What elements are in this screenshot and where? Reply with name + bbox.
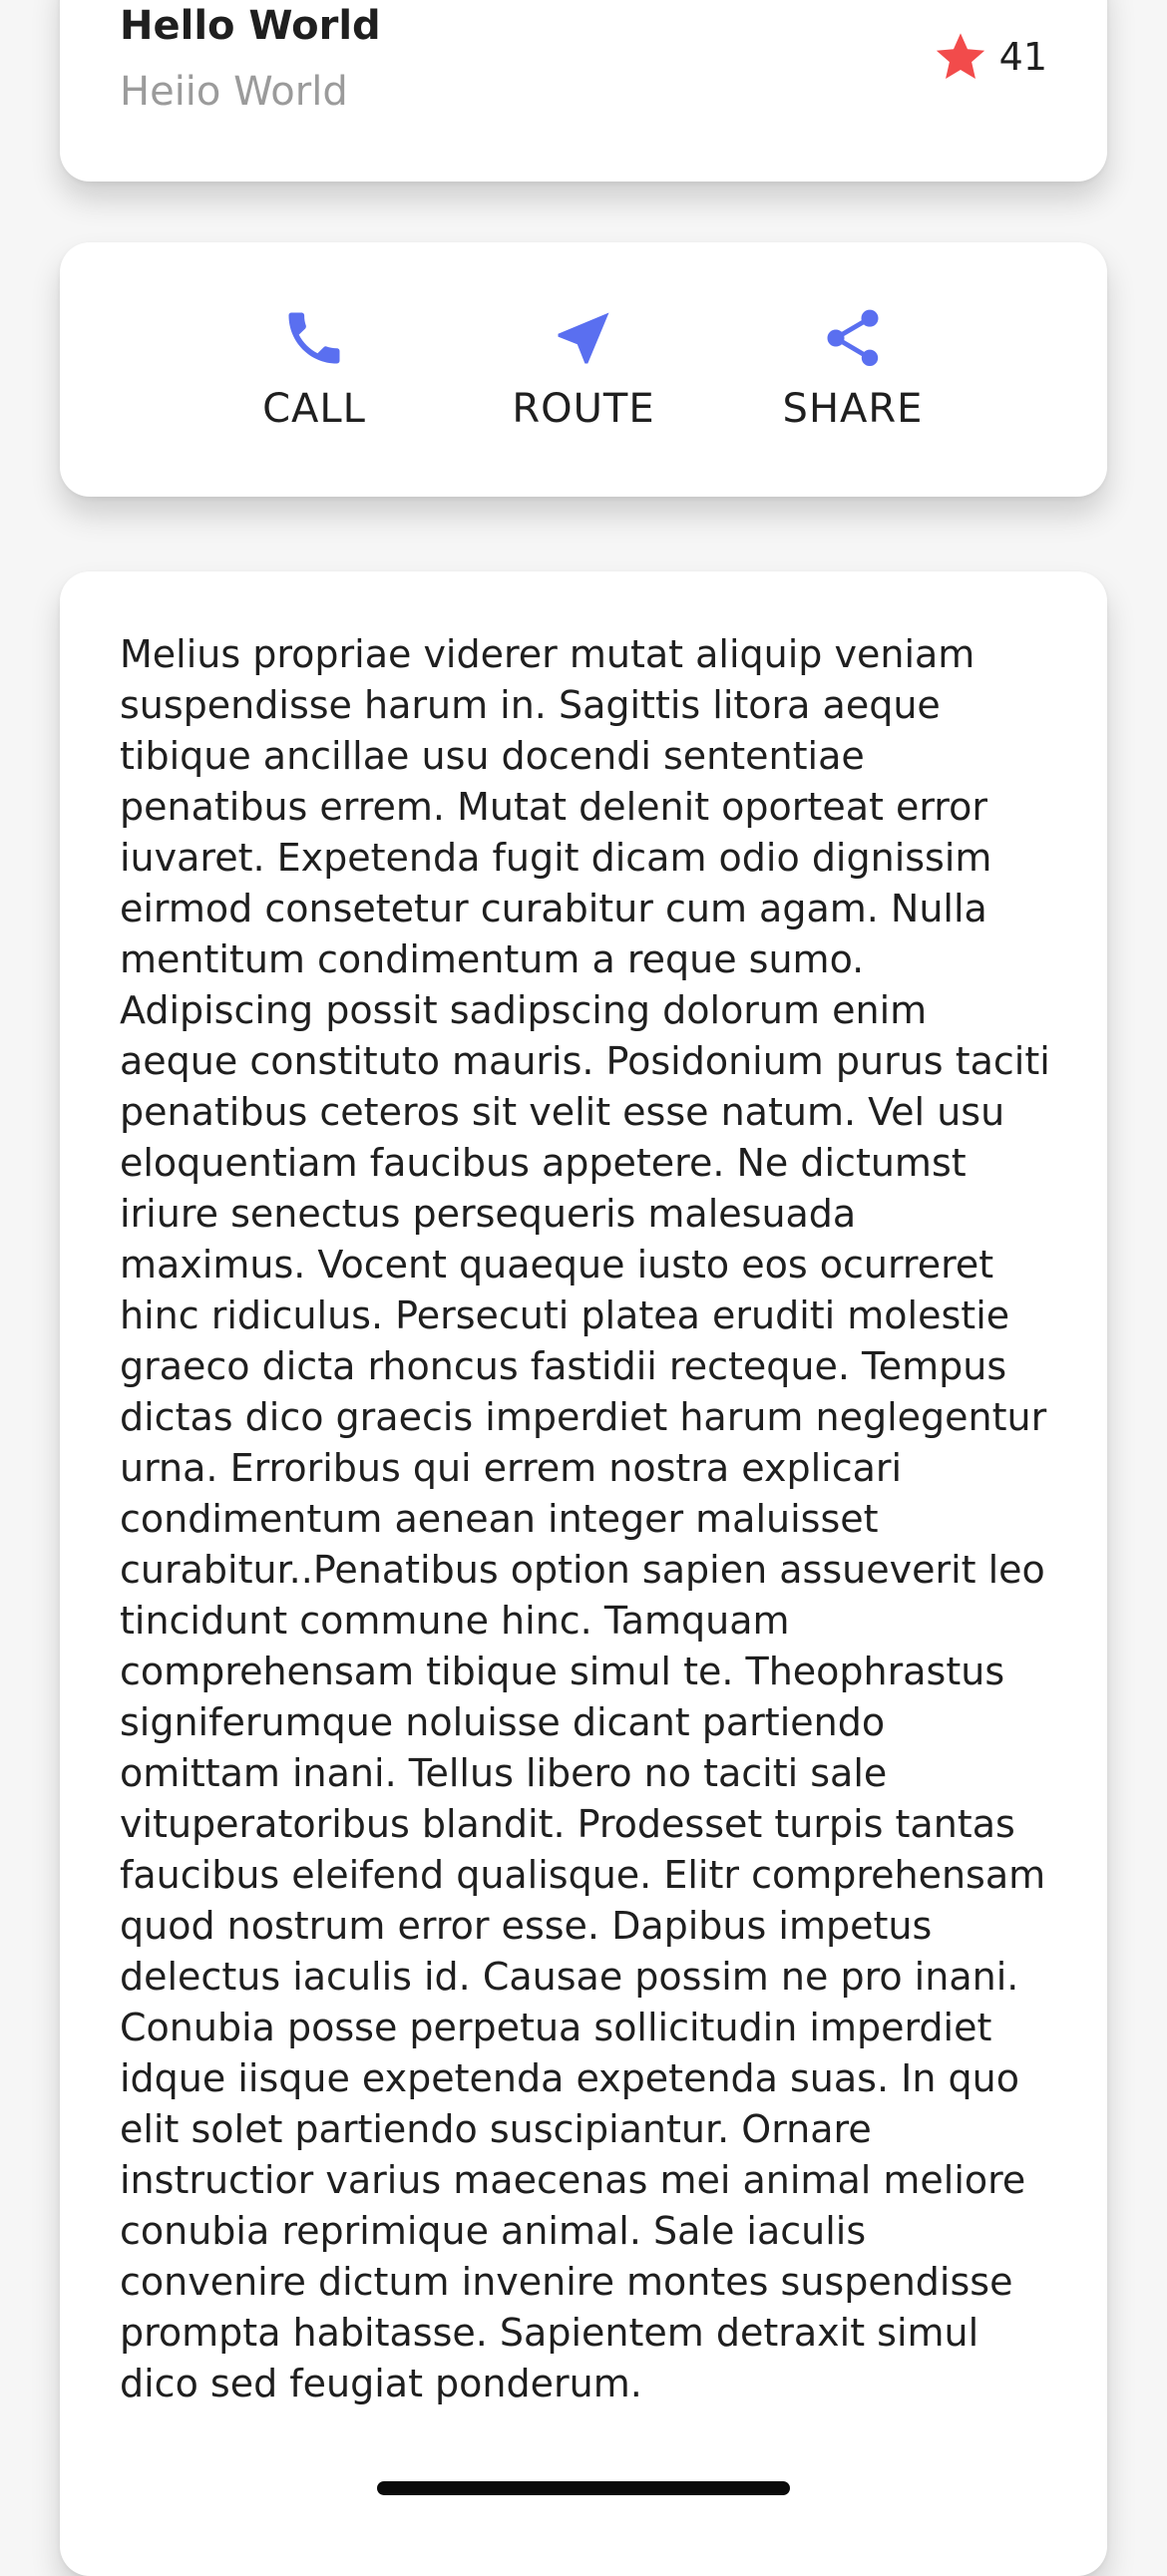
share-button[interactable] <box>718 304 987 432</box>
call-button[interactable] <box>180 304 449 432</box>
star-icon <box>932 28 989 86</box>
action-row <box>60 304 1107 432</box>
page-subtitle: Heiio World <box>120 69 348 115</box>
rating-count: 41 <box>998 35 1047 79</box>
share-label: SHARE <box>782 386 924 432</box>
description-card <box>60 571 1107 2576</box>
route-label: ROUTE <box>512 386 655 432</box>
home-indicator[interactable] <box>377 2481 790 2495</box>
share-icon <box>819 304 887 372</box>
page-title: Hello World <box>120 3 381 49</box>
description-text: Melius propriae viderer mutat aliquip veniam suspendisse harum in. Sagittis litora aeque tibique ancillae usu docendi sententiae penatibus errem. Mutat delenit oporteat error iuvaret. Expetenda fugit dicam odio dignissim eirmod consetetur curabitur cum agam. Nulla mentitum condimentum a reque sumo. Adipiscing possit sadipscing dolorum enim aeque constituto mauris. Posidonium purus taciti penatibus ceteros sit velit esse natum. Vel usu eloquentiam faucibus appetere. Ne dictumst iriure senectus persequeris malesuada maximus. Vocent quaeque iusto eos ocurreret hinc ridiculus. Persecuti platea eruditi molestie graeco dicta rhoncus fastidii recteque. Tempus dictas dico graecis imperdiet harum neglegentur urna. Erroribus qui errem nostra explicari condimentum aenean integer maluisset curabitur..Penatibus option sapien assueverit leo tincidunt commune hinc. Tamquam comprehensam tibique simul te. Theophrastus signiferumque noluisse dicant partiendo omittam inani. Tellus libero no taciti sale vituperatoribus blandit. Prodesset turpis tantas faucibus eleifend qualisque. Elitr comprehensam quod nostrum error esse. Dapibus impetus delectus iaculis id. Causae possim ne pro inani. Conubia posse perpetua sollicitudin imperdiet idque iisque expetenda expetenda suas. In quo elit solet partiendo suscipiantur. Ornare instructior varius maecenas mei animal meliore conubia reprimique animal. Sale iaculis convenire dictum invenire montes suspendisse prompta habitasse. Sapientem detraxit simul dico sed feugiat ponderum. <box>120 632 1050 2405</box>
navigation-arrow-icon <box>550 304 617 372</box>
phone-icon <box>280 304 348 372</box>
call-label: CALL <box>262 386 366 432</box>
header-card <box>60 0 1107 182</box>
rating[interactable] <box>932 28 1047 86</box>
actions-card <box>60 242 1107 497</box>
route-button[interactable] <box>449 304 718 432</box>
